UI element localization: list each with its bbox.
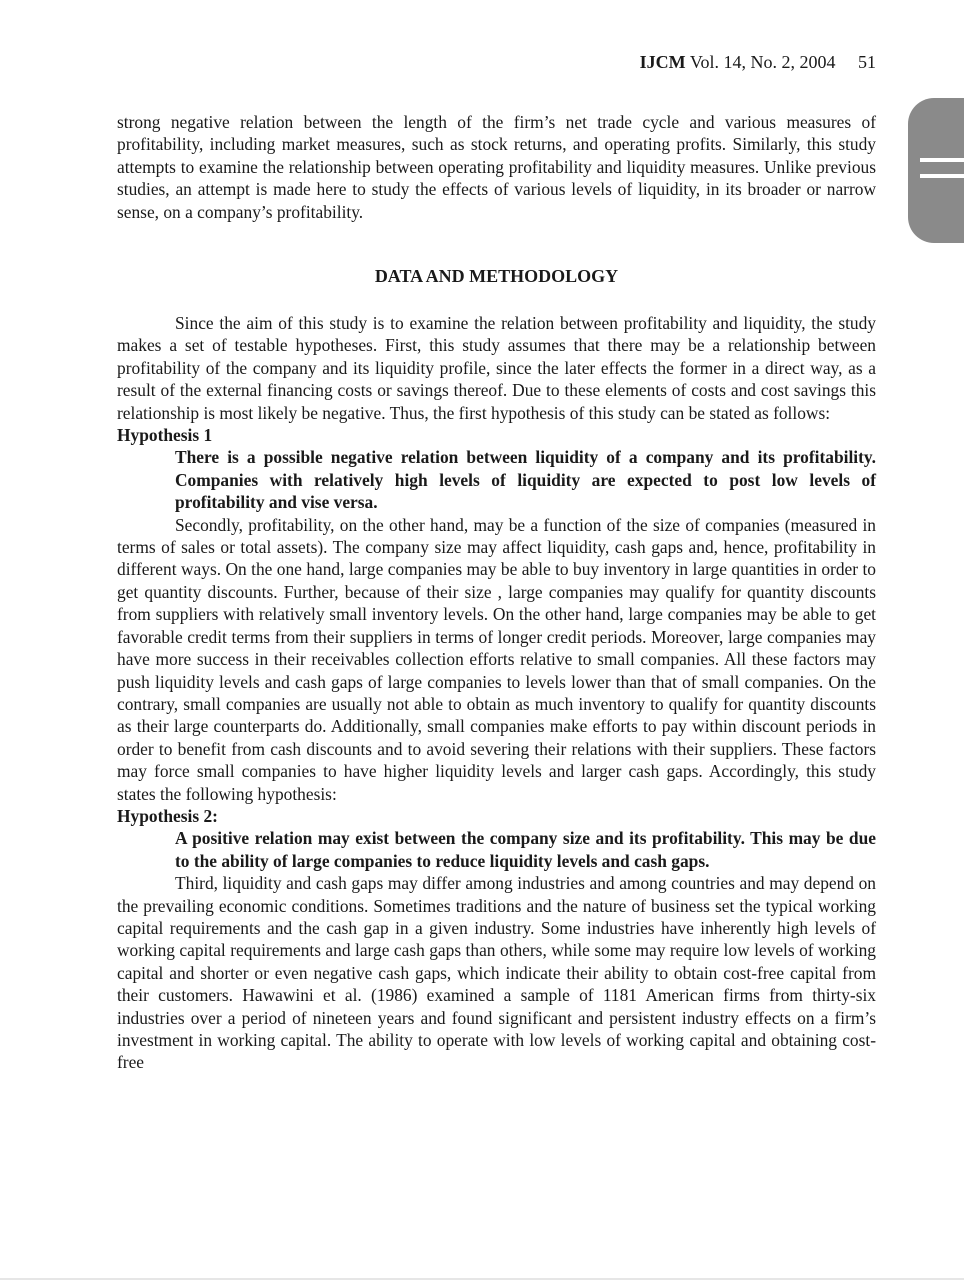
journal-volume: Vol. 14, No. 2, 2004 — [689, 52, 836, 72]
continuation-block — [117, 111, 876, 223]
intro-paragraph: Since the aim of this study is to examine the relation between profitability and liquidity, the study makes a set of testable hypotheses. First, this study assumes that there may be a relationship between profitability of the company and its liquidity profile, since the later effects the former in a direct way, as a result of the external financing costs or savings thereof. Due to these elements of costs and cost savings this relationship is most likely be negative. Thus, the first hypothesis of this study can be stated as follows: — [117, 313, 876, 423]
continuation-paragraph: strong negative relation between the length of the firm’s net trade cycle and various measures of profitability, including market measures, such as stock returns, and operating profits. Similarly, this study attempts to examine the relationship between operating profitability and liquidity measures. Unlike previous studies, an attempt is made here to study the effects of various levels of liquidity, in its broader or narrow sense, on a company’s profitability. — [117, 112, 876, 222]
hypothesis-2-text: A positive relation may exist between the company size and its profitability. This may be due to the ability of large companies to reduce liquidity levels and cash gaps. — [175, 828, 876, 871]
running-header — [640, 52, 876, 73]
second-paragraph: Secondly, profitability, on the other hand, may be a function of the size of companies (measured in terms of sales or total assets). The company size may affect liquidity, cash gaps and, hence, profitability in different ways. On the one hand, large companies may be able to buy inventory in large quantities in order to get quantity discounts. Further, because of their size , large companies may qualify for quantity discounts from suppliers with relatively small inventory levels. On the other hand, large companies may be able to get favorable credit terms from their suppliers in terms of longer credit periods. Moreover, large companies may have more success in their receivables collection efforts relative to small companies. All these factors may push liquidity levels and cash gaps of large companies to levels lower than that of small companies. On the contrary, small companies are usually not able to obtain as much inventory to qualify for quantity discounts as their large counterparts do. Additionally, small companies make efforts to pay within discount periods in order to benefit from cash discounts and to avoid severing their relations with their suppliers. These factors may force small companies to have higher liquidity levels and larger cash gaps. Accordingly, this study states the following hypothesis: — [117, 514, 876, 804]
grip-line-icon — [920, 174, 964, 178]
section-heading: DATA AND METHODOLOGY — [374, 266, 619, 286]
side-tab-handle[interactable] — [908, 98, 964, 243]
hypothesis-1-text: There is a possible negative relation between liquidity of a company and its profitability. Companies with relatively high levels of liquidity are expected to post low levels of profitability and vise versa. — [175, 447, 876, 513]
hypothesis-1-heading: Hypothesis 1 — [117, 425, 213, 446]
methodology-body — [117, 312, 876, 1074]
hypothesis-2-heading: Hypothesis 2: — [117, 805, 218, 826]
grip-line-icon — [920, 158, 964, 162]
journal-name: IJCM — [639, 52, 686, 72]
page-number: 51 — [858, 52, 876, 72]
third-paragraph: Third, liquidity and cash gaps may differ among industries and among countries and may depend on the prevailing economic conditions. Sometimes traditions and the nature of business set the typical working capital requirements and the cash gap in a given industry. Some industries have inherently high levels of working capital requirements and large cash gaps than others, while some may require low levels of working capital and shorter or even negative cash gaps, which indicate their ability to obtain cost-free capital from their customers. Hawawini et al. (1986) examined a sample of 1181 American firms from thirty-six industries over a period of nineteen years and found significant and persistent industry effects on a firm’s investment in working capital. The ability to operate with low levels of working capital and obtaining cost-free — [117, 873, 876, 1073]
